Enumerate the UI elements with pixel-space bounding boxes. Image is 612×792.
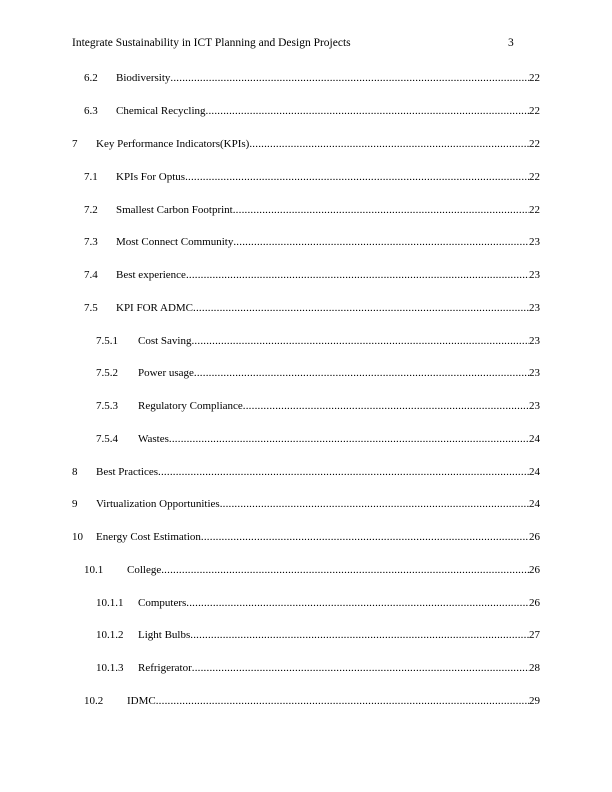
toc-entry-number: 7.1 xyxy=(84,171,98,183)
toc-entry-title: IDMC xyxy=(127,695,156,707)
toc-entry-page: 24 xyxy=(529,433,540,445)
toc-entry-page: 22 xyxy=(529,204,540,216)
toc-leader-dots xyxy=(161,564,529,576)
toc-entry-page: 27 xyxy=(529,629,540,641)
toc-entry-page: 26 xyxy=(529,564,540,576)
toc-entry[interactable] xyxy=(96,433,540,447)
toc-entry-number: 10 xyxy=(72,531,83,543)
toc-leader-dots xyxy=(158,466,529,478)
toc-entry[interactable] xyxy=(84,302,540,316)
toc-entry[interactable] xyxy=(72,531,540,545)
toc-entry-page: 28 xyxy=(529,662,540,674)
toc-entry-number: 7.5.1 xyxy=(96,335,118,347)
toc-entry-title: Energy Cost Estimation xyxy=(96,531,201,543)
toc-entry-number: 7.4 xyxy=(84,269,98,281)
toc-entry-number: 7 xyxy=(72,138,78,150)
toc-entry-page: 29 xyxy=(529,695,540,707)
toc-entry-page: 23 xyxy=(529,236,540,248)
toc-entry[interactable] xyxy=(84,171,540,185)
toc-entry[interactable] xyxy=(84,204,540,218)
toc-entry-page: 23 xyxy=(529,335,540,347)
toc-entry[interactable] xyxy=(72,466,540,480)
toc-entry-title: Smallest Carbon Footprint xyxy=(116,204,233,216)
toc-entry-page: 26 xyxy=(529,597,540,609)
toc-entry-number: 7.3 xyxy=(84,236,98,248)
toc-leader-dots xyxy=(233,204,529,216)
toc-leader-dots xyxy=(193,302,529,314)
page-number: 3 xyxy=(508,37,514,49)
toc-entry-number: 10.1.1 xyxy=(96,597,124,609)
running-header-title: Integrate Sustainability in ICT Planning and Design Projects xyxy=(72,37,351,49)
toc-leader-dots xyxy=(206,105,530,117)
toc-entry-title: Biodiversity xyxy=(116,72,171,84)
toc-entry-number: 6.3 xyxy=(84,105,98,117)
toc-leader-dots xyxy=(233,236,529,248)
toc-leader-dots xyxy=(190,629,529,641)
toc-entry[interactable] xyxy=(84,695,540,709)
toc-entry-title: Cost Saving xyxy=(138,335,192,347)
toc-entry[interactable] xyxy=(96,662,540,676)
toc-entry-number: 7.5.3 xyxy=(96,400,118,412)
toc-entry-page: 23 xyxy=(529,302,540,314)
toc-entry-number: 10.2 xyxy=(84,695,104,707)
toc-entry[interactable] xyxy=(84,564,540,578)
toc-entry-number: 7.2 xyxy=(84,204,98,216)
toc-entry-page: 26 xyxy=(529,531,540,543)
toc-entry-title: Best experience xyxy=(116,269,186,281)
toc-entry[interactable] xyxy=(84,105,540,119)
toc-entry-title: Chemical Recycling xyxy=(116,105,206,117)
toc-entry-page: 22 xyxy=(529,72,540,84)
toc-entry-number: 7.5.2 xyxy=(96,367,118,379)
toc-leader-dots xyxy=(220,498,529,510)
toc-entry-title: Most Connect Community xyxy=(116,236,234,248)
toc-entry-number: 6.2 xyxy=(84,72,98,84)
toc-entry-number: 10.1.2 xyxy=(96,629,124,641)
toc-entry-title: Power usage xyxy=(138,367,194,379)
toc-leader-dots xyxy=(191,335,529,347)
toc-entry-number: 9 xyxy=(72,498,78,510)
toc-entry[interactable] xyxy=(96,629,540,643)
toc-entry-title: Refrigerator xyxy=(138,662,192,674)
toc-entry-title: Wastes xyxy=(138,433,169,445)
toc-entry[interactable] xyxy=(72,498,540,512)
toc-entry[interactable] xyxy=(96,335,540,349)
toc-entry-title: Regulatory Compliance xyxy=(138,400,243,412)
toc-entry-page: 24 xyxy=(529,466,540,478)
toc-entry-title: Computers xyxy=(138,597,187,609)
toc-entry-page: 22 xyxy=(529,138,540,150)
toc-entry-title: KPIs For Optus xyxy=(116,171,186,183)
toc-entry-number: 10.1 xyxy=(84,564,104,576)
toc-entry-title: Best Practices xyxy=(96,466,159,478)
toc-leader-dots xyxy=(186,597,529,609)
toc-entry[interactable] xyxy=(72,138,540,152)
toc-entry[interactable] xyxy=(96,597,540,611)
toc-leader-dots xyxy=(170,72,529,84)
toc-entry-title: Key Performance Indicators(KPIs) xyxy=(96,138,250,150)
toc-leader-dots xyxy=(185,171,529,183)
toc-entry-page: 23 xyxy=(529,400,540,412)
toc-entry-page: 22 xyxy=(529,171,540,183)
toc-entry[interactable] xyxy=(96,367,540,381)
toc-entry-title: KPI FOR ADMC xyxy=(116,302,194,314)
toc-leader-dots xyxy=(192,662,529,674)
toc-leader-dots xyxy=(186,269,529,281)
toc-entry[interactable] xyxy=(84,72,540,86)
toc-leader-dots xyxy=(156,695,529,707)
toc-entry-number: 8 xyxy=(72,466,78,478)
toc-entry-page: 23 xyxy=(529,269,540,281)
toc-entry[interactable] xyxy=(84,236,540,250)
toc-entry-number: 7.5.4 xyxy=(96,433,118,445)
toc-entry-page: 23 xyxy=(529,367,540,379)
toc-leader-dots xyxy=(194,367,529,379)
toc-entry-title: Light Bulbs xyxy=(138,629,191,641)
toc-leader-dots xyxy=(169,433,529,445)
toc-entry[interactable] xyxy=(84,269,540,283)
toc-entry-page: 24 xyxy=(529,498,540,510)
toc-leader-dots xyxy=(201,531,529,543)
toc-entry-number: 7.5 xyxy=(84,302,98,314)
toc-entry-page: 22 xyxy=(529,105,540,117)
toc-entry-number: 10.1.3 xyxy=(96,662,124,674)
toc-leader-dots xyxy=(249,138,529,150)
toc-entry[interactable] xyxy=(96,400,540,414)
toc-entry-title: College xyxy=(127,564,162,576)
toc-entry-title: Virtualization Opportunities xyxy=(96,498,220,510)
toc-leader-dots xyxy=(243,400,529,412)
